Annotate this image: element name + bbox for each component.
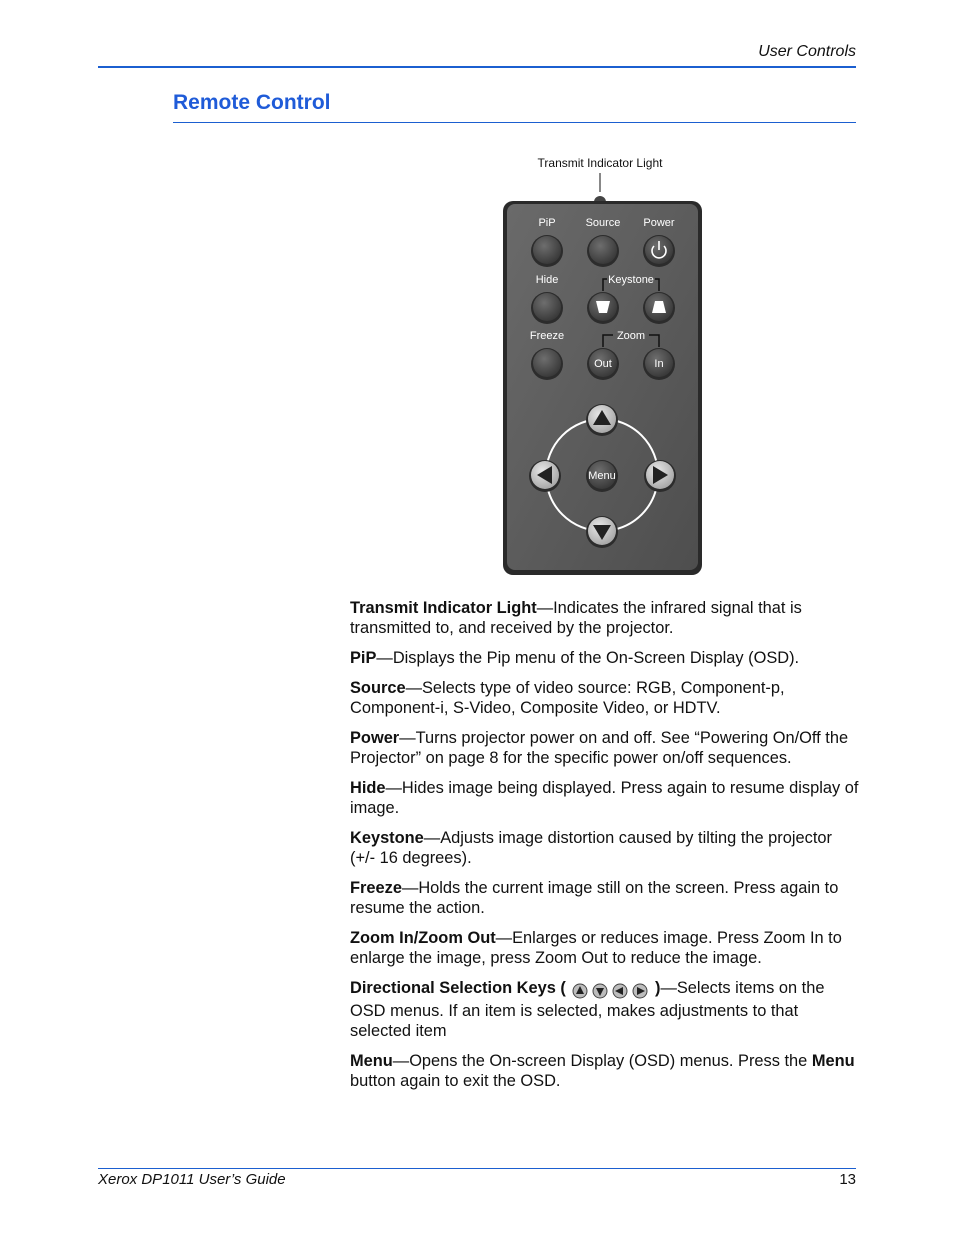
description-list (350, 598, 860, 1101)
keystone-label: Keystone (608, 274, 654, 286)
desc-term: Transmit Indicator Light (350, 599, 537, 617)
desc-term: Freeze (350, 878, 402, 897)
desc-item-directional (350, 978, 860, 1042)
desc-text: —Displays the Pip menu of the On-Screen Display (OSD). (376, 648, 800, 667)
desc-term: Power (350, 728, 400, 747)
desc-item (350, 648, 860, 668)
desc-item (350, 728, 860, 769)
pip-button[interactable] (533, 236, 561, 264)
desc-item (350, 678, 860, 719)
desc-item-menu (350, 1051, 860, 1092)
desc-text: —Holds the current image still on the screen. Press again to resume the action. (350, 878, 839, 917)
directional-term-close: ) (655, 978, 661, 997)
page-title: Remote Control (173, 91, 331, 114)
desc-term: Hide (350, 778, 386, 797)
menu-button-label: Menu (588, 470, 616, 482)
desc-term: PiP (350, 648, 377, 667)
desc-text: —Selects items on the OSD menus. If an item is selected, makes adjustments to that selected item (350, 978, 825, 1041)
desc-text: button again to exit the OSD. (350, 1072, 561, 1091)
desc-item (350, 928, 860, 969)
desc-text: —Hides image being displayed. Press again to resume display of image. (350, 778, 859, 817)
transmit-indicator-label: Transmit Indicator Light (537, 156, 663, 170)
footer-rule (98, 1168, 856, 1169)
source-button[interactable] (589, 236, 617, 264)
remote-figure (480, 150, 740, 580)
desc-item (350, 778, 860, 819)
hide-label: Hide (535, 274, 559, 286)
desc-item (350, 878, 860, 919)
desc-text: —Turns projector power on and off. See “Powering On/Off the Projector” on page 8 for the specific power on/off sequences. (350, 728, 849, 767)
freeze-label: Freeze (529, 330, 565, 342)
arrow-left-icon (612, 983, 628, 999)
title-rule (173, 122, 856, 123)
desc-term-inline: Menu (811, 1051, 855, 1070)
inline-arrow-icons (570, 981, 650, 1001)
desc-text: —Selects type of video source: RGB, Component-p, Component-i, S-Video, Composite Video, or HDTV. (350, 678, 785, 717)
zoom-label: Zoom (616, 330, 646, 342)
hide-button[interactable] (533, 293, 561, 321)
power-label: Power (643, 217, 675, 229)
desc-text: —Opens the On-screen Display (OSD) menus. Press the (392, 1051, 812, 1070)
header-rule (98, 66, 856, 68)
desc-term (350, 979, 660, 997)
freeze-button[interactable] (533, 349, 561, 377)
desc-text: —Enlarges or reduces image. Press Zoom In to enlarge the image, press Zoom Out to reduce the image. (350, 928, 842, 967)
desc-term: Keystone (350, 828, 424, 847)
footer-guide-title: Xerox DP1011 User’s Guide (98, 1171, 286, 1188)
desc-text: —Indicates the infrared signal that is transmitted to, and received by the projector. (350, 599, 802, 638)
desc-item (350, 828, 860, 869)
arrow-up-icon (572, 983, 588, 999)
directional-term-open: Directional Selection Keys ( (350, 978, 566, 997)
zoom-out-label: Out (594, 358, 612, 370)
source-label: Source (585, 217, 621, 229)
desc-term: Zoom In/Zoom Out (350, 928, 496, 947)
pip-label: PiP (538, 217, 556, 229)
page-number: 13 (839, 1171, 856, 1188)
desc-term: Source (350, 678, 406, 697)
desc-text: —Adjusts image distortion caused by tilting the projector (+/- 16 degrees). (350, 828, 832, 867)
running-header: User Controls (758, 43, 856, 60)
arrow-right-icon (632, 983, 648, 999)
desc-term: Menu (350, 1051, 393, 1070)
zoom-in-label: In (654, 358, 664, 370)
arrow-down-icon (592, 983, 608, 999)
desc-item (350, 598, 860, 639)
